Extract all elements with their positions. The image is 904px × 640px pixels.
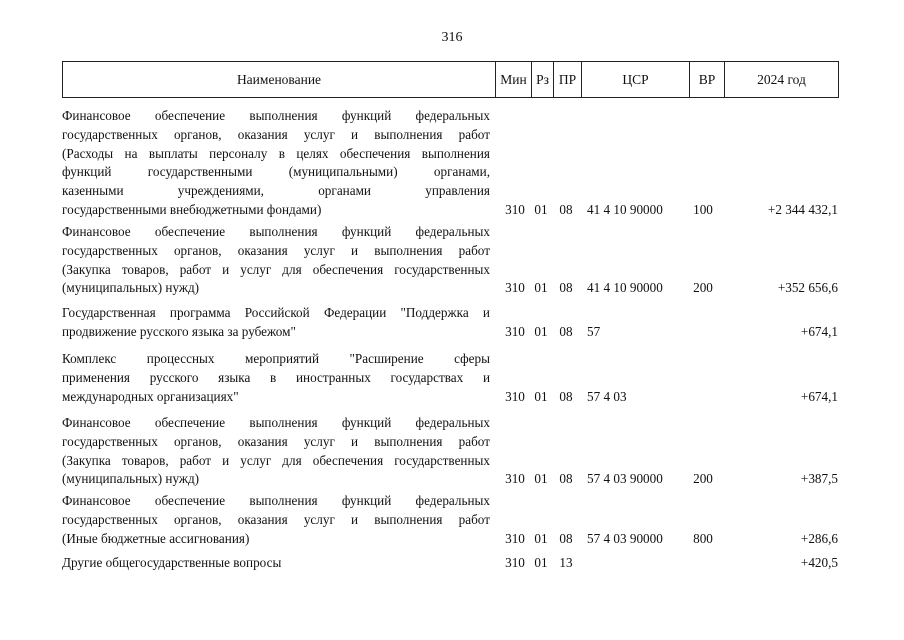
row-pr: 13 xyxy=(559,555,573,570)
row-pr: 08 xyxy=(559,530,573,546)
row-vr: 100 xyxy=(693,202,713,217)
row-name-line: международных организациях" xyxy=(62,388,239,404)
row-rz: 01 xyxy=(534,323,548,339)
row-csr: 57 4 03 90000 xyxy=(587,530,663,546)
row-name-line: Финансовое обеспечение выполнения функций федеральных xyxy=(62,493,490,508)
row-sum: +674,1 xyxy=(800,388,838,404)
row-sum: +674,1 xyxy=(800,323,838,339)
row-rz: 01 xyxy=(534,202,548,217)
row-min: 310 xyxy=(505,555,525,570)
table-header xyxy=(62,61,839,98)
row-min: 310 xyxy=(505,530,525,546)
row-name xyxy=(62,492,490,548)
row-pr: 08 xyxy=(559,388,573,404)
row-name xyxy=(62,304,490,342)
header-csr: ЦСР xyxy=(582,62,690,98)
table-row xyxy=(0,304,904,342)
row-min: 310 xyxy=(505,202,525,217)
row-csr: 57 xyxy=(587,323,601,339)
row-rz: 01 xyxy=(534,388,548,404)
row-csr: 41 4 10 90000 xyxy=(587,280,663,296)
row-name-line: Финансовое обеспечение выполнения функций федеральных xyxy=(62,224,490,239)
row-sum: +352 656,6 xyxy=(777,280,838,296)
row-name-line: (Закупка товаров, работ и услуг для обеспечения государственных xyxy=(62,261,490,277)
row-sum: +2 344 432,1 xyxy=(767,202,838,217)
row-name xyxy=(62,107,490,220)
table-row xyxy=(0,223,904,298)
header-vr: ВР xyxy=(690,62,725,98)
row-name-line: Другие общегосударственные вопросы xyxy=(62,555,282,570)
row-min: 310 xyxy=(505,388,525,404)
row-vr: 800 xyxy=(693,530,713,546)
row-pr: 08 xyxy=(559,323,573,339)
row-name-line: функций государственными (муниципальными) органами, xyxy=(62,164,490,180)
row-name-line: государственных органов, оказания услуг и выполнения работ xyxy=(62,511,490,527)
row-name-line: Комплекс процессных мероприятий "Расширение сферы xyxy=(62,351,490,366)
row-rz: 01 xyxy=(534,280,548,296)
row-vr: 200 xyxy=(693,471,713,487)
row-pr: 08 xyxy=(559,202,573,217)
row-pr: 08 xyxy=(559,471,573,487)
header-pr: ПР xyxy=(554,62,582,98)
row-name-line: Государственная программа Российской Федерации "Поддержка и xyxy=(62,305,490,320)
row-name-line: (муниципальных) нужд) xyxy=(62,280,200,296)
row-name-line: государственных органов, оказания услуг и выполнения работ xyxy=(62,433,490,449)
row-name xyxy=(62,414,490,489)
row-name-line: Финансовое обеспечение выполнения функций федеральных xyxy=(62,108,490,123)
row-name-line: (муниципальных) нужд) xyxy=(62,471,200,487)
row-vr: 200 xyxy=(693,280,713,296)
row-name-line: (Иные бюджетные ассигнования) xyxy=(62,530,250,546)
row-name-line: государственными внебюджетными фондами) xyxy=(62,201,322,217)
row-name-line: (Расходы на выплаты персоналу в целях обеспечения выполнения xyxy=(62,145,490,161)
row-name xyxy=(62,350,490,406)
row-name-line: (Закупка товаров, работ и услуг для обеспечения государственных xyxy=(62,452,490,468)
row-min: 310 xyxy=(505,323,525,339)
row-rz: 01 xyxy=(534,530,548,546)
row-sum: +286,6 xyxy=(800,530,838,546)
header-name: Наименование xyxy=(63,62,496,98)
table-row xyxy=(0,414,904,489)
row-min: 310 xyxy=(505,280,525,296)
row-name-line: государственных органов, оказания услуг и выполнения работ xyxy=(62,242,490,258)
row-rz: 01 xyxy=(534,471,548,487)
row-name-line: применения русского языка в иностранных государствах и xyxy=(62,369,490,385)
row-csr: 41 4 10 90000 xyxy=(587,202,663,217)
table-row xyxy=(0,350,904,406)
row-name-line: Финансовое обеспечение выполнения функций федеральных xyxy=(62,415,490,430)
table-row xyxy=(0,492,904,548)
row-min: 310 xyxy=(505,471,525,487)
row-csr: 57 4 03 xyxy=(587,388,627,404)
row-rz: 01 xyxy=(534,555,548,570)
row-name-line: государственных органов, оказания услуг и выполнения работ xyxy=(62,126,490,142)
row-name-line: продвижение русского языка за рубежом" xyxy=(62,323,296,339)
row-sum: +387,5 xyxy=(800,471,838,487)
row-sum: +420,5 xyxy=(800,555,838,570)
table-row xyxy=(0,107,904,220)
row-pr: 08 xyxy=(559,280,573,296)
table-row xyxy=(0,554,904,573)
row-name xyxy=(62,223,490,298)
row-name-line: казенными учреждениями, органами управления xyxy=(62,183,490,199)
page-number: 316 xyxy=(441,30,463,45)
header-year: 2024 год xyxy=(725,62,839,98)
row-csr: 57 4 03 90000 xyxy=(587,471,663,487)
header-rz: Рз xyxy=(532,62,554,98)
header-min: Мин xyxy=(496,62,532,98)
row-name xyxy=(62,554,490,573)
